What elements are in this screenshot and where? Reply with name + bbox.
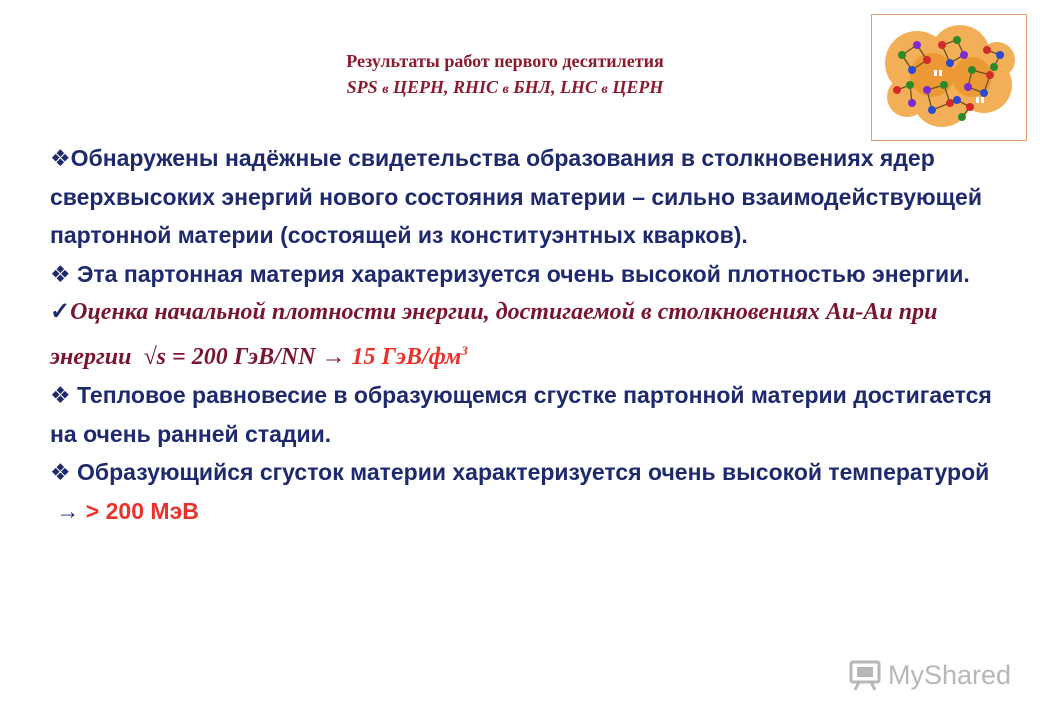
arrow-icon: → (321, 343, 346, 370)
bullet-2 (50, 255, 1010, 294)
title-cern-2: ЦЕРН (612, 77, 664, 97)
diamond-four-icon: ❖ (50, 260, 71, 287)
bullet-2-text: Эта партонная материя характеризуется очень высокой плотностью энергии. (77, 260, 970, 287)
slide-body (50, 139, 1010, 530)
title-in-1: в (382, 82, 389, 97)
bullet-4 (50, 376, 1010, 453)
bullet-3 (50, 293, 1010, 376)
diamond-four-icon: ❖ (50, 459, 71, 485)
bullet-1-text: Обнаружены надёжные свидетельства образования в столкновениях ядер сверхвысоких энергий нового состояния материи – сильно взаимодействующей партонной материи (состоящей из конституэнтных кварков). (50, 145, 982, 248)
bullet-1 (50, 139, 1010, 255)
title-sps: SPS (346, 77, 378, 97)
parton-illustration (871, 14, 1027, 141)
slide-title (200, 48, 810, 103)
watermark (848, 655, 1011, 695)
title-line-2 (200, 74, 810, 103)
greater-than-symbol: > (85, 497, 100, 524)
title-line-1: Результаты работ первого десятилетия (346, 51, 664, 71)
bullet-5 (50, 453, 1010, 530)
energy-density-value: 15 ГэВ/фм (351, 343, 462, 370)
temperature-value: 200 МэВ (105, 497, 199, 524)
sqrt-energy: √s = 200 ГэВ/NN (143, 343, 316, 370)
bullet-5-text: Образующийся сгусток материи характеризуется очень высокой температурой (77, 459, 990, 485)
title-in-3: в (601, 82, 608, 97)
title-bnl-lhc: БНЛ, LHC (513, 77, 598, 97)
watermark-text: MyShared (888, 659, 1012, 690)
presentation-board-icon (848, 658, 882, 692)
energy-density-exp: 3 (461, 342, 468, 358)
title-in-2: в (502, 82, 509, 97)
arrow-icon: → (56, 497, 80, 524)
energy-density (351, 344, 467, 370)
diamond-four-icon: ❖ (50, 145, 71, 171)
bullet-4-text: Тепловое равновесие в образующемся сгустке партонной материи достигается на очень ранней стадии. (50, 382, 992, 447)
diamond-four-icon: ❖ (50, 382, 71, 408)
checkmark-icon: ✓ (50, 299, 71, 325)
quark-cluster-image (872, 15, 1026, 140)
title-cern-rhic: ЦЕРН, RHIC (392, 77, 498, 97)
bullet-3-text: Оценка начальной плотности энергии, достигаемой в столкновениях Au-Au при энергии (50, 299, 938, 370)
